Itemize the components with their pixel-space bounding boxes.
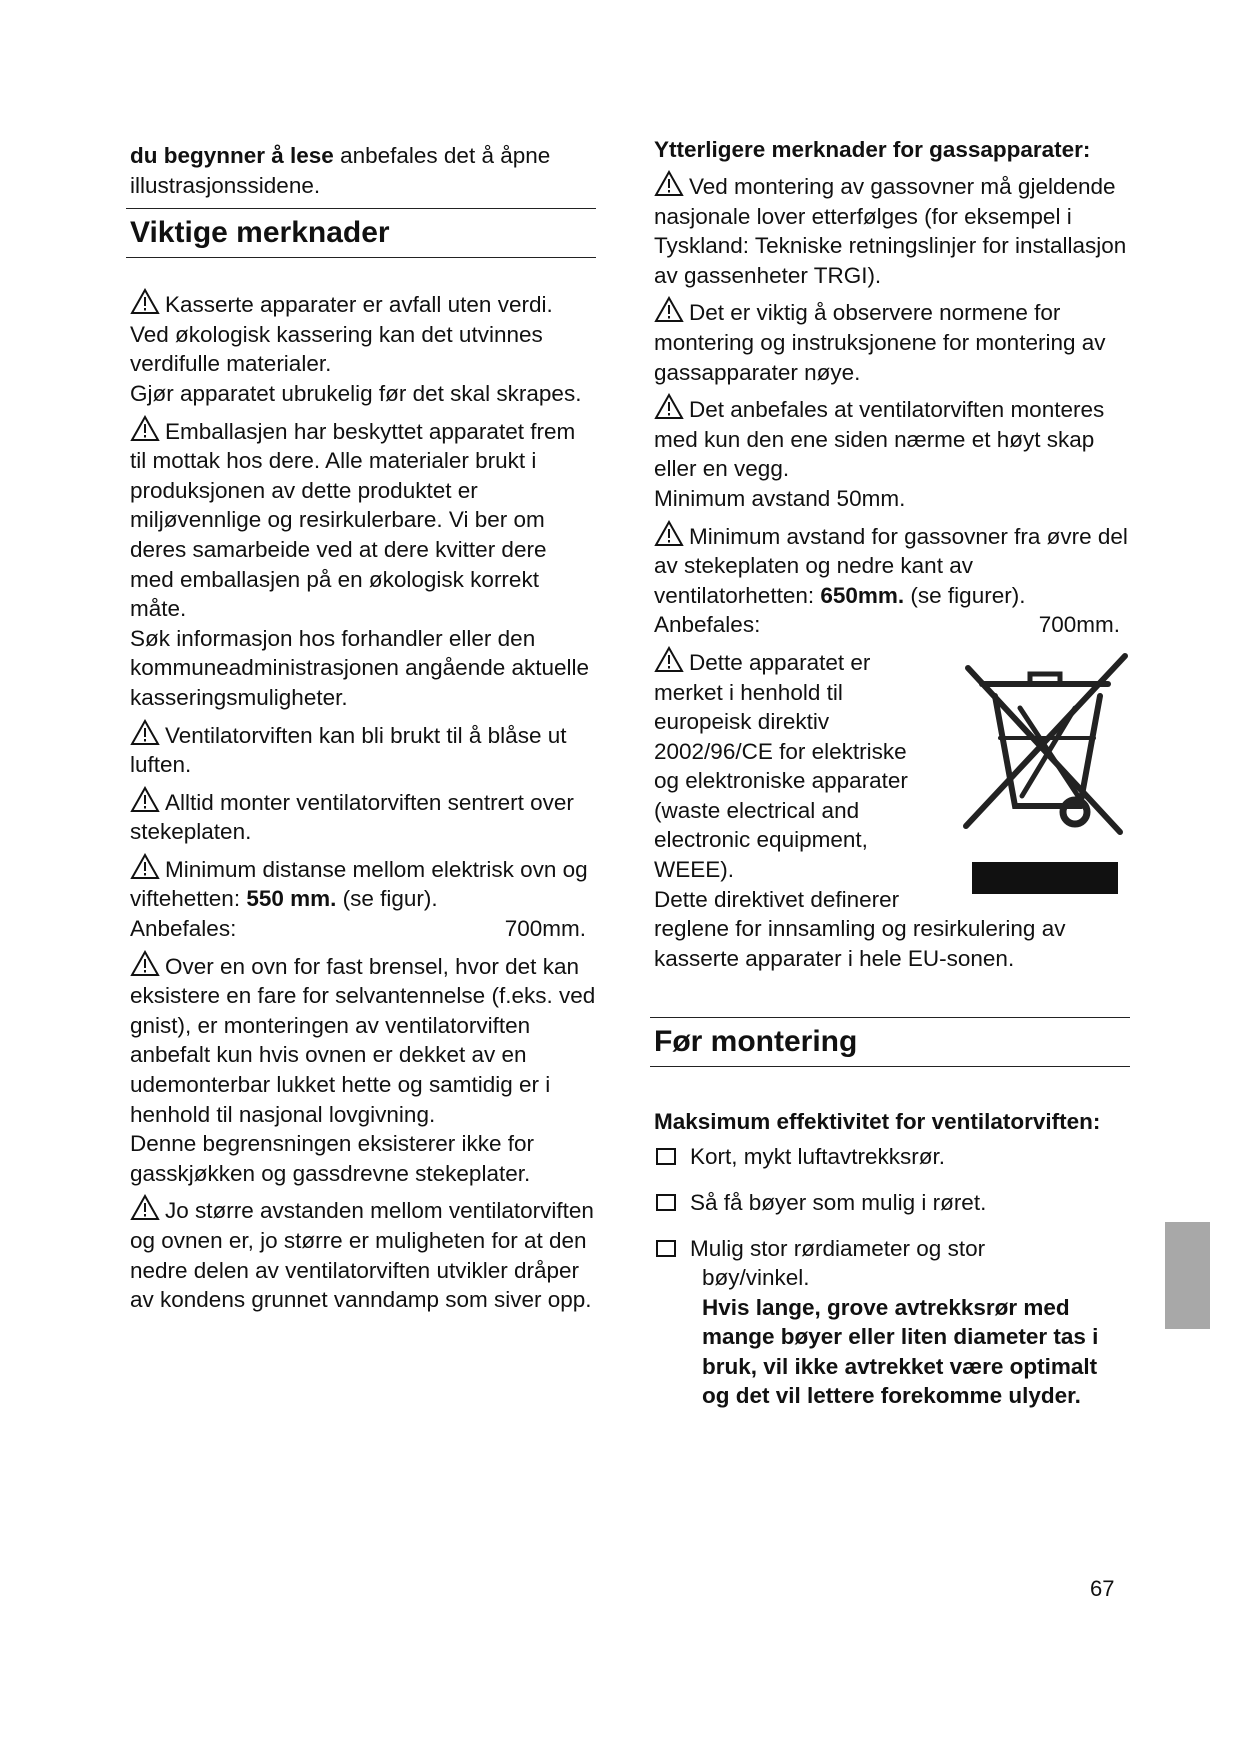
weee-figure [960, 646, 1130, 896]
note-text: Denne begrensningen eksisterer ikke for gasskjøkken og gassdrevne stekeplater. [130, 1131, 534, 1186]
note-item [130, 1194, 596, 1314]
note-text: Ved montering av gassovner må gjeldende nasjonale lover etterfølges (for eksempel i Tyskland: Tekniske retningslinjer for installasjon av gassenheter TRGI). [654, 174, 1127, 288]
note-text: Det anbefales at ventilatorviften monteres med kun den ene siden nærme et høyt skap eller en vegg. [654, 397, 1105, 482]
page-number: 67 [1090, 1576, 1115, 1601]
checklist-item [654, 1142, 1130, 1172]
checklist-text: Så få bøyer som mulig i røret. [690, 1190, 987, 1216]
note-text: Søk informasjon hos forhandler eller den kommuneadministrasjonen angående aktuelle kasseringsmuligheter. [130, 625, 590, 710]
warning-icon [654, 646, 684, 673]
note-text: Alltid monter ventilatorviften sentrert over stekeplaten. [130, 789, 574, 845]
note-text: Minimum avstand 50mm. [654, 485, 906, 511]
warning-icon [654, 393, 684, 420]
section-title-before-install: Før montering [650, 1017, 1130, 1067]
intro-bold: du begynner å lese [130, 143, 334, 168]
warning-icon [130, 719, 160, 746]
note-text: Gjør apparatet ubrukelig før det skal skrapes. [130, 380, 582, 406]
checkbox-icon [656, 1194, 676, 1211]
right-column [654, 135, 1130, 1411]
checklist-item [654, 1234, 1130, 1264]
recommended-row [130, 914, 596, 944]
note-text: (se figurer). [904, 582, 1026, 608]
note-text: (se figur). [336, 886, 438, 912]
efficiency-heading: Maksimum effektivitet for ventilatorviften: [654, 1109, 1101, 1135]
note-text-bold: 650mm. [820, 582, 905, 608]
gas-note-item [654, 520, 1130, 640]
weee-text: Dette direktivet definerer [654, 886, 900, 912]
gas-note-item [654, 170, 1130, 290]
checkbox-icon [656, 1240, 676, 1257]
note-text: Minimum avstand for gassovner fra øvre del av stekeplaten og nedre kant av ventilatorhetten: [654, 523, 1128, 608]
weee-text: reglene for innsamling og resirkulering av kasserte apparater i hele EU-sonen. [654, 916, 1066, 971]
note-item [130, 415, 596, 713]
note-text: Kasserte apparater er avfall uten verdi. Ved økologisk kassering kan det utvinnes verdifulle materialer. [130, 292, 553, 377]
note-text: Minimum distanse mellom elektrisk ovn og viftehetten: [130, 856, 588, 912]
note-text: Emballasjen har beskyttet apparatet frem til mottak hos dere. Alle materialer brukt i produksjonen av dette produktet er miljøvennlige og resirkulerbare. Vi ber om deres samarbeide ved at dere kvitter dere med emballasjen på en økologisk korrekt måte. [130, 418, 576, 622]
recommended-label: Anbefales: [130, 916, 237, 942]
recommended-label: Anbefales: [654, 612, 761, 638]
note-item [130, 786, 596, 847]
gas-note-item [654, 393, 1130, 513]
weee-text: Dette apparatet er merket i henhold til europeisk direktiv 2002/96/CE for elektriske og elektroniske apparater (waste electrical and electronic equipment, WEEE). [654, 649, 908, 883]
intro-rest: anbefales det å åpne illustrasjonssidene. [130, 143, 551, 198]
warning-icon [130, 1194, 160, 1221]
section-title-important: Viktige merknader [126, 208, 596, 258]
gas-note-item [654, 296, 1130, 387]
intro-paragraph [130, 141, 596, 200]
gas-heading: Ytterligere merknader for gassapparater: [654, 137, 1091, 162]
side-tab-marker [1165, 1222, 1210, 1329]
note-item [130, 719, 596, 780]
note-text-bold: 550 mm. [246, 886, 337, 912]
left-column [130, 141, 596, 1321]
recommended-value: 700mm. [504, 916, 586, 942]
recommended-value: 700mm. [1038, 612, 1120, 638]
warning-icon [654, 170, 684, 197]
note-item [130, 853, 596, 944]
checklist-item [654, 1188, 1130, 1218]
note-item [130, 950, 596, 1189]
checkbox-icon [656, 1148, 676, 1165]
warning-icon [130, 415, 160, 442]
note-text: Jo større avstanden mellom ventilatorviften og ovnen er, jo større er muligheten for at den nedre delen av ventilatorviften utvikler dråper av kondens grunnet vanndamp som siver opp. [130, 1198, 594, 1313]
warning-icon [654, 520, 684, 547]
warning-icon [130, 950, 160, 977]
recommended-row [654, 610, 1130, 640]
checklist-text: Kort, mykt luftavtrekksrør. [690, 1144, 946, 1170]
note-text: Det er viktig å observere normene for montering og instruksjonene for montering av gassapparater nøye. [654, 300, 1106, 385]
warning-icon [130, 786, 160, 813]
checklist-continuation: bøy/vinkel. [702, 1265, 810, 1291]
warning-icon [130, 853, 160, 880]
note-item [130, 288, 596, 408]
crossed-out-bin-icon [960, 646, 1130, 896]
warning-icon [130, 288, 160, 315]
bold-note: Hvis lange, grove avtrekksrør med mange bøyer eller liten diameter tas i bruk, vil ikke avtrekket være optimalt og det vil lettere forekomme ulyder. [702, 1294, 1099, 1409]
warning-icon [654, 296, 684, 323]
checklist-text: Mulig stor rørdiameter og stor [690, 1235, 986, 1261]
note-text: Over en ovn for fast brensel, hvor det kan eksistere en fare for selvantennelse (f.eks. ved gnist), er monteringen av ventilatorviften anbefalt kun hvis ovnen er dekket av en udemonterbar lukket hette og samtidig er i henhold til nasjonal lovgivning. [130, 953, 596, 1127]
note-text: Ventilatorviften kan bli brukt til å blåse ut luften. [130, 722, 567, 778]
weee-block [654, 646, 1130, 974]
